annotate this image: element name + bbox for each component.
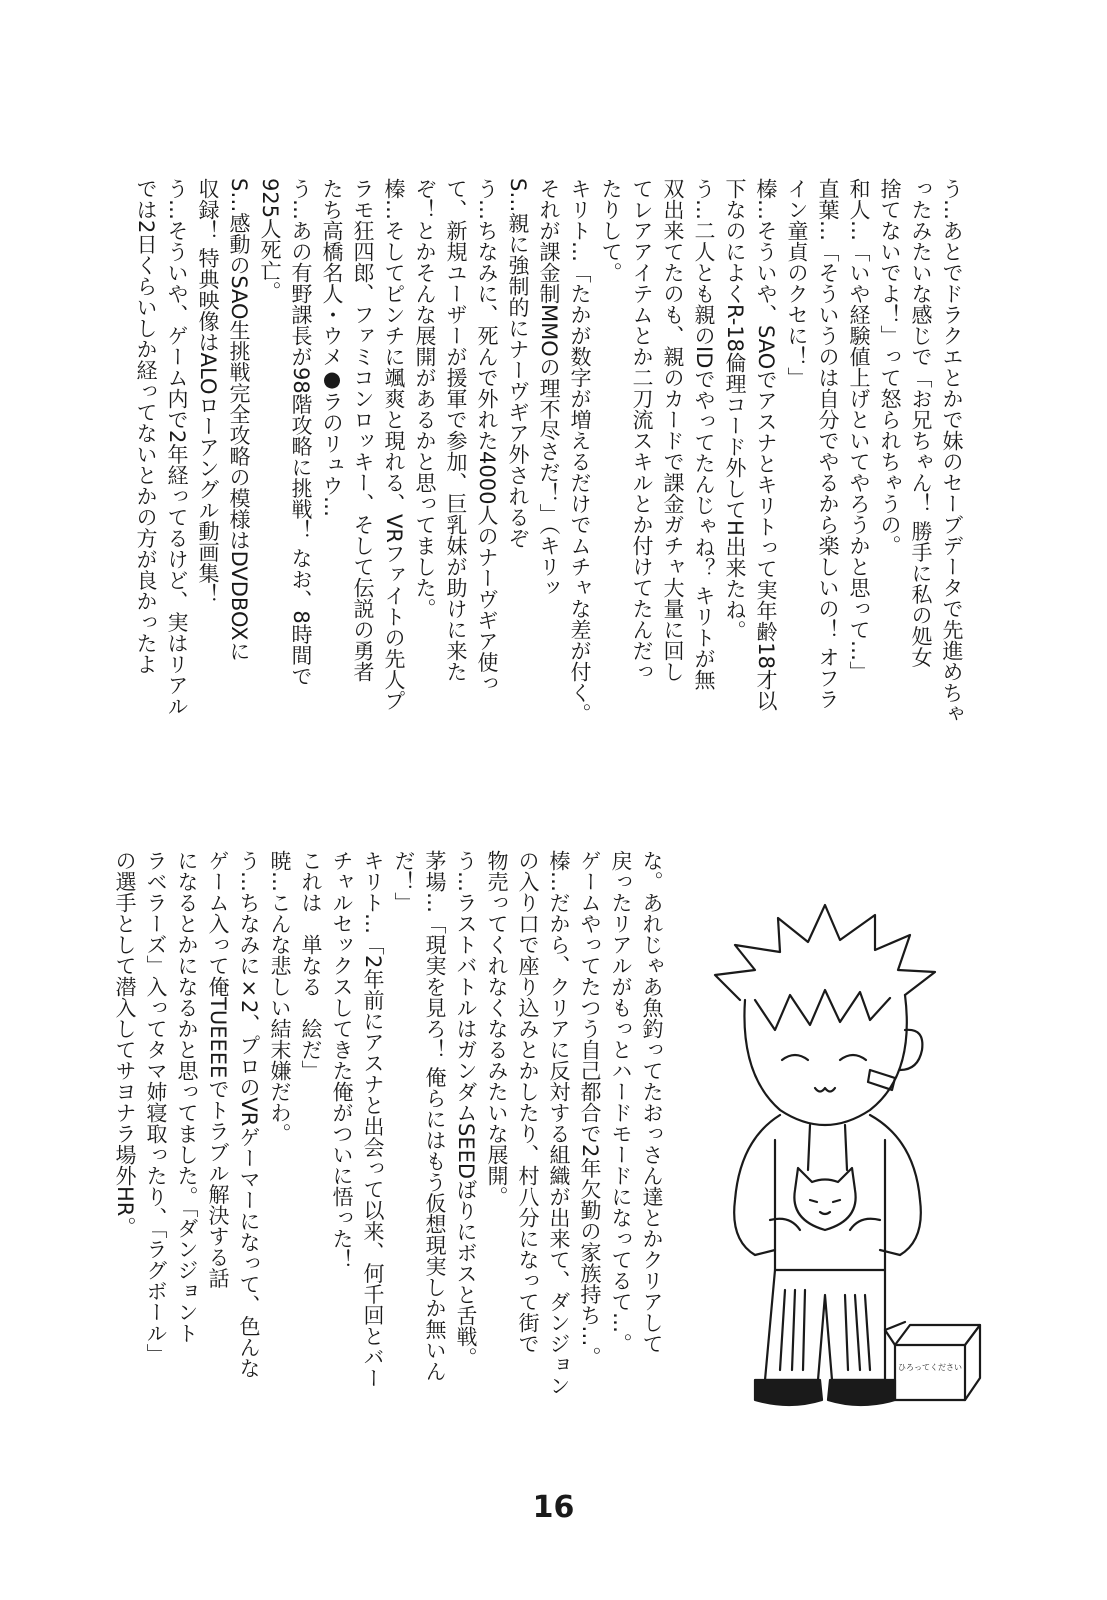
dialogue-line: て、新規ユーザーが援軍で参加、巨乳妹が助けに来た xyxy=(444,178,468,682)
dialogue-line: S…感動のSAO生挑戦完全攻略の模様はDVDBOXに xyxy=(227,178,251,662)
dialogue-line: う…あとでドラクエとかで妹のセーブデータで先進めちゃ xyxy=(940,178,964,724)
chibi-illustration xyxy=(700,900,1000,1420)
dialogue-line: う…ラストバトルはガンダムSEEDばりにボスと舌戦。 xyxy=(454,850,478,1369)
dialogue-line: 捨てないでよ！」って怒られちゃうの。 xyxy=(878,178,902,556)
dialogue-line: 物売ってくれなくなるみたいな展開。 xyxy=(485,850,509,1207)
dialogue-line: 茅場…「現実を見ろ！ 俺らにはもう仮想現実しか無いん xyxy=(423,850,447,1382)
dialogue-line: これは 単なる 絵だ」 xyxy=(299,850,323,1081)
dialogue-line: それが課金制MMOの理不尽さだ！」（キリッ xyxy=(537,178,561,599)
dialogue-line: たち高橋名人・ウメ●ラのリュウ… xyxy=(320,178,344,517)
dialogue-line: う…あの有野課長が98階攻略に挑戦！ なお、8時間で xyxy=(289,178,313,687)
dialogue-line: 925人死亡。 xyxy=(258,178,282,303)
dialogue-line: う…ちなみに×2、プロのVRゲーマーになって、色んな xyxy=(237,850,261,1379)
dialogue-line: たりして。 xyxy=(599,178,623,283)
dialogue-line: ラモ狂四郎、ファミコンロッキー、そして伝説の勇者 xyxy=(351,178,375,682)
dialogue-line: 榛…そういや、SAOでアスナとキリトって実年齢18才以 xyxy=(754,178,778,711)
dialogue-line: の入り口で座り込みとかしたり、村八分になって街で xyxy=(516,850,540,1354)
dialogue-line: 直葉…「そういうのは自分でやるから楽しいの！ オフラ xyxy=(816,178,840,710)
dialogue-column-top xyxy=(107,178,967,758)
dialogue-line: う…二人とも親のIDでやってたんじゃね？ キリトが無 xyxy=(692,178,716,691)
dialogue-line: ゲームやってたつう自己都合で2年欠勤の家族持ち…。 xyxy=(578,850,602,1368)
dialogue-line: チャルセックスしてきた俺がついに悟った！ xyxy=(330,850,354,1270)
dialogue-line: ったみたいな感じで「お兄ちゃん！ 勝手に私の処女 xyxy=(909,178,933,668)
dialogue-column-bottom xyxy=(97,850,667,1410)
dialogue-line: 双出来てたのも、親のカードで課金ガチャ大量に回し xyxy=(661,178,685,682)
page-number: 16 xyxy=(532,1490,575,1525)
chibi-boy-with-cat-icon xyxy=(700,900,1000,1424)
dialogue-line: 和人…「いや経験値上げといてやろうかと思って…」 xyxy=(847,178,871,682)
dialogue-line: う…そういや、ゲーム内で2年経ってるけど、実はリアル xyxy=(165,178,189,717)
dialogue-line: では2日くらいしか経ってないとかの方が良かったよ xyxy=(134,178,158,675)
dialogue-line: 収録！ 特典映像はALOローアングル動画集！ xyxy=(196,178,220,605)
dialogue-line: ラベラーズ」入ってタマ姉寝取ったり、「ラグボール」 xyxy=(144,850,168,1365)
dialogue-line: ぞ！とかそんな展開があるかと思ってました。 xyxy=(413,178,437,619)
dialogue-line: だ！」 xyxy=(392,850,416,913)
dialogue-line: う…ちなみに、死んで外れた4000人のナーヴギア使っ xyxy=(475,178,499,694)
dialogue-line: キリト…「2年前にアスナと出会って以来、何千回とバー xyxy=(361,850,385,1389)
dialogue-line: 榛…そしてピンチに颯爽と現れる、VRファイトの先人プ xyxy=(382,178,406,711)
dialogue-line: イン童貞のクセに！」 xyxy=(785,178,809,388)
dialogue-line: ゲーム入って俺TUEEEEでトラブル解決する話 xyxy=(206,850,230,1289)
dialogue-line: になるとかになるかと思ってました。「ダンジョント xyxy=(175,850,199,1344)
dialogue-line: の選手として潜入してサヨナラ場外HR。 xyxy=(113,850,137,1238)
dialogue-line: キリト…「たかが数字が増えるだけでムチャな差が付く。 xyxy=(568,178,592,724)
dialogue-line: 下なのによくR-18倫理コード外してH出来たね。 xyxy=(723,178,747,641)
dialogue-line: 暁…こんな悲しい結末嫌だわ。 xyxy=(268,850,292,1144)
dialogue-line: S…親に強制的にナーヴギア外されるぞ xyxy=(506,178,530,549)
dialogue-line: 戻ったリアルがもっとハードモードになってるて…。 xyxy=(609,850,633,1354)
dialogue-line: 榛…だから、クリアに反対する組織が出来て、ダンジョン xyxy=(547,850,571,1396)
dialogue-line: てレアアイテムとか二刀流スキルとか付けてたんだっ xyxy=(630,178,654,682)
dialogue-line: な。あれじゃあ魚釣ってたおっさん達とかクリアして xyxy=(640,850,664,1354)
box-label: ひろってください xyxy=(898,1363,962,1372)
